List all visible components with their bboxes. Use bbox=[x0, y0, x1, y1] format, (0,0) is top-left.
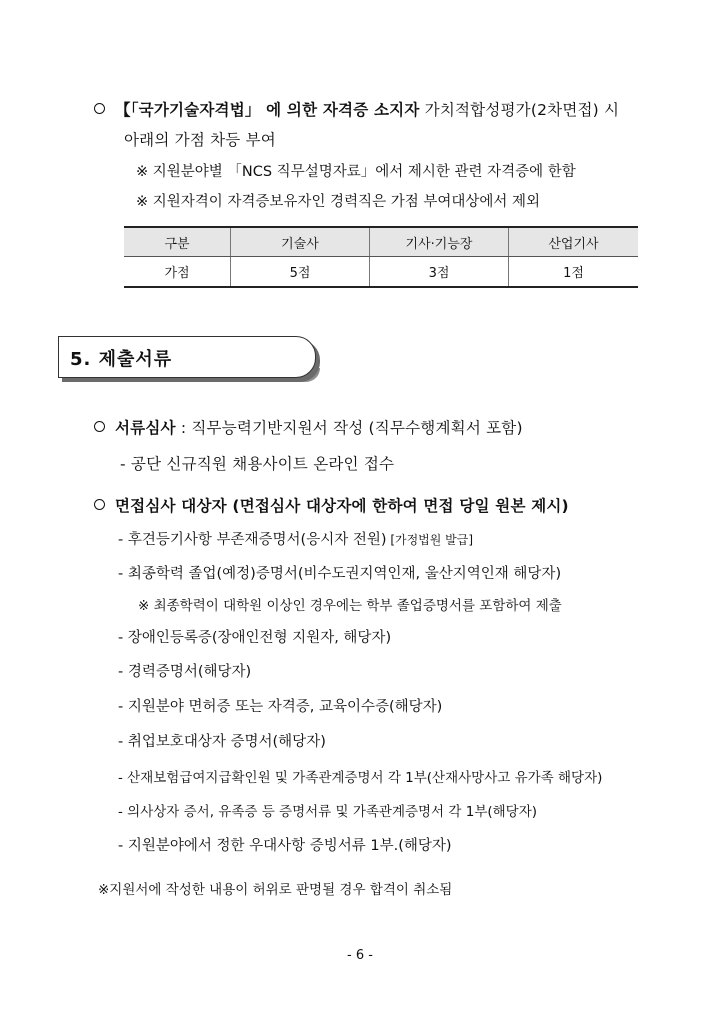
circle-bullet-icon bbox=[94, 499, 105, 510]
list-item: - 산재보험급여지급확인원 및 가족관계증명서 각 1부(산재사망사고 유가족 해당자) bbox=[118, 770, 603, 786]
list-item: - 취업보호대상자 증명서(해당자) bbox=[118, 734, 326, 750]
list-item: - 장애인등록증(장애인전형 지원자, 해당자) bbox=[118, 630, 392, 646]
table-header-cell: 산업기사 bbox=[509, 227, 639, 257]
intro-line-2: 아래의 가점 차등 부여 bbox=[124, 131, 276, 149]
interview-heading: 면접심사 대상자 (면접심사 대상자에 한하여 면접 당일 원본 제시) bbox=[115, 497, 569, 515]
table-cell: 1점 bbox=[509, 257, 639, 288]
section-title: 5. 제출서류 bbox=[70, 349, 173, 370]
table-cell: 가점 bbox=[124, 257, 231, 288]
doc-review-text: : 직무능력기반지원서 작성 (직무수행계획서 포함) bbox=[175, 419, 523, 437]
doc-review-line bbox=[94, 416, 523, 438]
table-header-cell: 기술사 bbox=[231, 227, 370, 257]
intro-line-1 bbox=[94, 98, 619, 120]
bonus-points-table bbox=[124, 226, 638, 288]
list-item: - 지원분야 면허증 또는 자격증, 교육이수증(해당자) bbox=[118, 699, 443, 715]
table-header-cell: 구분 bbox=[124, 227, 231, 257]
table-header-cell: 기사·기능장 bbox=[370, 227, 509, 257]
intro-rest-text: 가치적합성평가(2차면접) 시 bbox=[419, 101, 620, 119]
table-cell: 3점 bbox=[370, 257, 509, 288]
table-header-row bbox=[124, 227, 638, 257]
circle-bullet-icon bbox=[94, 421, 105, 432]
list-item-text: - 후견등기사항 부존재증명서(응시자 전원) bbox=[118, 532, 387, 548]
footnote: ※지원서에 작성한 내용이 허위로 판명될 경우 합격이 취소됨 bbox=[98, 882, 453, 898]
bracket-mark: 【 bbox=[115, 101, 131, 119]
intro-bold-text: 「국가기술자격법」 에 의한 자격증 소지자 bbox=[130, 101, 420, 119]
interview-heading-line bbox=[94, 494, 569, 516]
doc-review-label: 서류심사 bbox=[115, 419, 176, 437]
table-row bbox=[124, 257, 638, 288]
list-item: - 의사상자 증서, 유족증 등 증명서류 및 가족관계증명서 각 1부(해당자) bbox=[118, 804, 538, 820]
intro-note-2: ※ 지원자격이 자격증보유자인 경력직은 가점 부여대상에서 제외 bbox=[136, 194, 540, 210]
list-item: - 지원분야에서 정한 우대사항 증빙서류 1부.(해당자) bbox=[118, 838, 452, 854]
page-number: - 6 - bbox=[347, 948, 373, 963]
intro-note-1: ※ 지원분야별 「NCS 직무설명자료」에서 제시한 관련 자격증에 한함 bbox=[136, 164, 576, 180]
table-cell: 5점 bbox=[231, 257, 370, 288]
list-item: - 최종학력 졸업(예정)증명서(비수도권지역인재, 울산지역인재 해당자) bbox=[118, 566, 562, 582]
list-item-suffix: [가정법원 발급] bbox=[386, 533, 474, 547]
circle-bullet-icon bbox=[94, 103, 105, 114]
list-item-note: ※ 최종학력이 대학원 이상인 경우에는 학부 졸업증명서를 포함하여 제출 bbox=[138, 598, 562, 614]
list-item: - 경력증명서(해당자) bbox=[118, 664, 252, 680]
list-item bbox=[118, 528, 473, 549]
doc-review-sub: - 공단 신규직원 채용사이트 온라인 접수 bbox=[120, 455, 395, 473]
